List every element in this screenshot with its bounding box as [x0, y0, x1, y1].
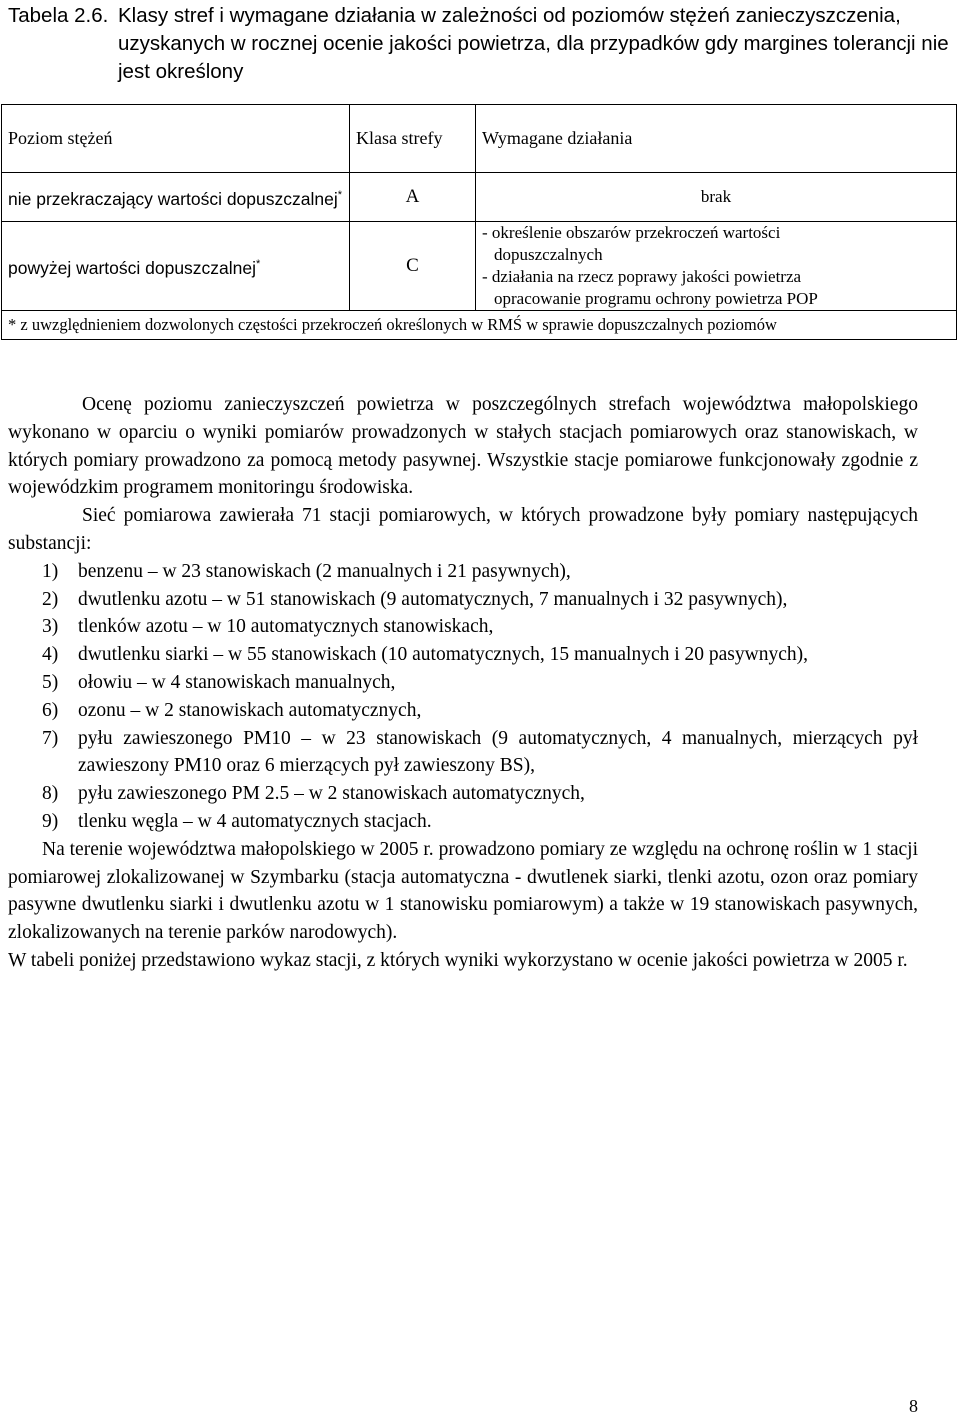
row-class: C [350, 222, 476, 311]
zone-class-table [1, 104, 957, 340]
row-actions: - określenie obszarów przekroczeń wartości dopuszczalnych - działania na rzecz poprawy jakości powietrza opracowanie programu ochrony powietrza POP [476, 222, 957, 311]
table-footnote-row [2, 311, 957, 340]
row-actions: brak [476, 173, 957, 222]
header-actions: Wymagane działania [476, 105, 957, 173]
table-footnote: * z uwzględnieniem dozwolonych częstości przekroczeń określonych w RMŚ w sprawie dopuszczalnych poziomów [2, 311, 957, 340]
substance-list [8, 558, 918, 836]
paragraph: Ocenę poziomu zanieczyszczeń powietrza w poszczególnych strefach województwa małopolskiego wykonano w oparciu o wyniki pomiarów prowadzonych w stałych stacjach pomiarowych oraz stanowiskach, w których pomiary prowadzono za pomocą metody pasywnej. Wszystkie stacje pomiarowe funkcjonowały zgodnie z wojewódzkim programem monitoringu środowiska. [8, 394, 918, 499]
list-item: 3) tlenków azotu – w 10 automatycznych stanowiskach, [42, 616, 494, 638]
table-row [2, 222, 957, 311]
table-row [2, 173, 957, 222]
table-header-row [2, 105, 957, 173]
row-level: powyżej wartości dopuszczalnej* [2, 222, 350, 311]
paragraph: Sieć pomiarowa zawierała 71 stacji pomiarowych, w których prowadzone były pomiary następujących substancji: [8, 505, 918, 554]
body-text [8, 391, 918, 975]
list-item: 7) pyłu zawieszonego PM10 – w 23 stanowiskach (9 automatycznych, 4 manualnych, mierzących pył zawieszony PM10 oraz 6 mierzących pył zawieszony BS), [42, 727, 918, 777]
header-class: Klasa strefy [350, 105, 476, 173]
list-item: 8) pyłu zawieszonego PM 2.5 – w 2 stanowiskach automatycznych, [42, 783, 585, 805]
list-item: 2) dwutlenku azotu – w 51 stanowiskach (9 automatycznych, 7 manualnych i 32 pasywnych), [42, 588, 788, 610]
caption-text: Klasy stref i wymagane działania w zależności od poziomów stężeń zanieczyszczenia, uzyskanych w rocznej ocenie jakości powietrza, dla przypadków gdy margines tolerancji nie jest określony [118, 4, 949, 83]
row-level: nie przekraczający wartości dopuszczalnej* [2, 173, 350, 222]
list-item: 4) dwutlenku siarki – w 55 stanowiskach (10 automatycznych, 15 manualnych i 20 pasywnych), [42, 644, 809, 666]
caption-number: Tabela 2.6. [8, 4, 109, 27]
page-number: 8 [909, 1396, 918, 1416]
list-item: 6) ozonu – w 2 stanowiskach automatycznych, [42, 699, 422, 721]
paragraph: W tabeli poniżej przedstawiono wykaz stacji, z których wyniki wykorzystano w ocenie jakości powietrza w 2005 r. [8, 949, 908, 971]
table-caption [8, 2, 953, 86]
list-item: 5) ołowiu – w 4 stanowiskach manualnych, [42, 671, 396, 693]
list-item: 1) benzenu – w 23 stanowiskach (2 manualnych i 21 pasywnych), [42, 560, 571, 582]
paragraph: Na terenie województwa małopolskiego w 2005 r. prowadzono pomiary ze względu na ochronę roślin w 1 stacji pomiarowej zlokalizowanej w Szymbarku (stacja automatyczna - dwutlenek siarki, tlenki azotu, ozon oraz pomiary pasywne dwutlenku siarki i dwutlenku azotu w 1 stanowisku pomiarowym) a także w 19 stanowiskach pasywnych, zlokalizowanych na terenie parków narodowych). [8, 838, 918, 944]
row-class: A [350, 173, 476, 222]
header-level: Poziom stężeń [2, 105, 350, 173]
list-item: 9) tlenku węgla – w 4 automatycznych stacjach. [42, 810, 432, 832]
